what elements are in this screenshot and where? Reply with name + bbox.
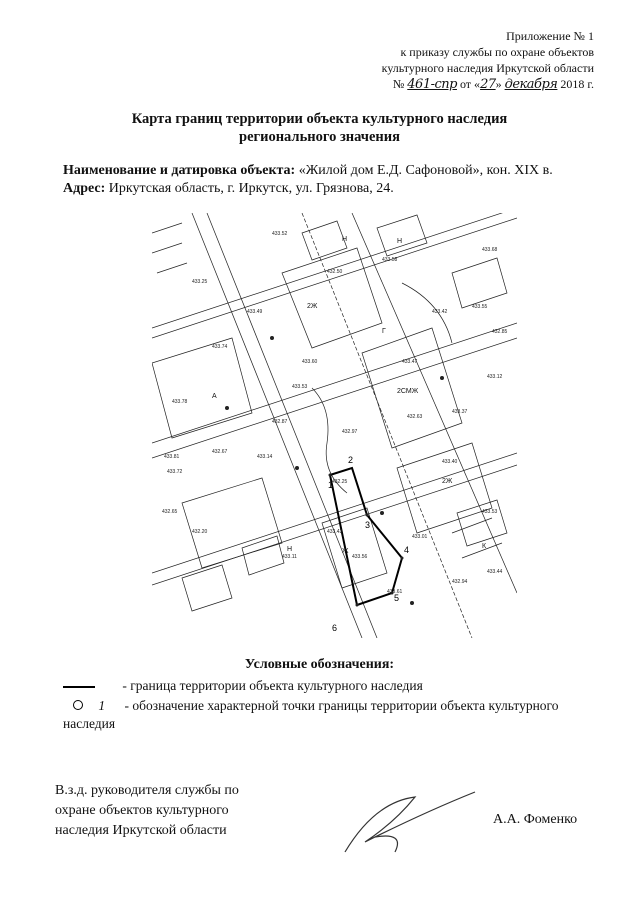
signatory-line-1: В.з.д. руководителя службы по xyxy=(55,783,239,798)
spot-height: 432.94 xyxy=(452,579,468,585)
order-month: декабря xyxy=(504,77,558,92)
boundary-point-number: 6 xyxy=(332,623,338,633)
signatory-name: А.А. Фоменко xyxy=(493,812,578,827)
spot-height: 433.52 xyxy=(272,231,288,237)
spot-height: 432.50 xyxy=(327,269,343,275)
point-circle-icon xyxy=(73,700,83,710)
boundary-point-number: 4 xyxy=(404,545,410,555)
date-prefix: от « xyxy=(459,77,481,91)
legend-item-point xyxy=(63,697,593,733)
spot-height: 433.43 xyxy=(327,529,343,535)
map-label: 2Ж xyxy=(442,478,453,485)
spot-height: 432.87 xyxy=(272,419,288,425)
handwritten-signature xyxy=(335,782,485,862)
appendix-title: Приложение № 1 xyxy=(506,29,594,43)
spot-height: 433.68 xyxy=(482,247,498,253)
map-label: 2СМЖ xyxy=(397,388,419,395)
boundary-point-number: 5 xyxy=(394,593,400,603)
boundary-point-number: 1 xyxy=(328,480,334,490)
order-day: 27 xyxy=(480,77,496,92)
order-number: 461-спр xyxy=(407,77,457,92)
legend-title: Условные обозначения: xyxy=(244,657,395,672)
legend-item-boundary xyxy=(63,678,593,694)
spot-height: 433.44 xyxy=(487,569,503,575)
appendix-number-line xyxy=(382,76,594,93)
object-info xyxy=(63,162,623,198)
spot-height: 432.20 xyxy=(192,529,208,535)
legend-point-text: - обозначение характерной точки границы территории объекта культурного наследия xyxy=(63,698,559,731)
object-name-label: Наименование и датировка объекта: xyxy=(63,163,296,178)
spot-height: 433.49 xyxy=(247,309,263,315)
spot-height: 433.47 xyxy=(402,359,418,365)
object-address-label: Адрес: xyxy=(63,181,106,196)
appendix-header xyxy=(382,28,594,93)
title-line-1: Карта границ территории объекта культурного наследия xyxy=(131,111,508,127)
map-label: Н xyxy=(342,236,348,243)
number-prefix: № xyxy=(392,77,405,91)
boundary-point-number: 2 xyxy=(348,455,354,465)
spot-height: 433.60 xyxy=(302,359,318,365)
spot-height: 433.53 xyxy=(292,384,308,390)
spot-height: 433.01 xyxy=(412,534,428,540)
document-title xyxy=(0,110,639,146)
map-label: Н xyxy=(397,238,403,245)
spot-height: 433.81 xyxy=(164,454,180,460)
map-label: К xyxy=(482,543,487,550)
spot-height: 432.65 xyxy=(162,509,178,515)
spot-height: 433.11 xyxy=(282,554,297,560)
spot-height: 433.53 xyxy=(482,509,498,515)
object-address-row xyxy=(63,180,623,198)
spot-height: 433.40 xyxy=(442,459,458,465)
appendix-authority-line: культурного наследия Иркутской области xyxy=(381,61,594,75)
map-label: А xyxy=(212,393,217,400)
map-label: 2Ж xyxy=(307,303,318,310)
date-mid: » xyxy=(495,77,502,91)
boundary-point-number: 3 xyxy=(365,520,371,530)
boundary-map xyxy=(152,213,517,638)
spot-height: 433.78 xyxy=(172,399,188,405)
spot-height: 433.37 xyxy=(452,409,468,415)
spot-height: 432.63 xyxy=(407,414,423,420)
signatory-line-3: наследия Иркутской области xyxy=(55,823,227,838)
object-address-value: Иркутская область, г. Иркутск, ул. Грязнова, 24. xyxy=(108,181,394,196)
spot-height: 433.58 xyxy=(382,257,398,263)
spot-height: 433.74 xyxy=(212,344,228,350)
title-line-2: регионального значения xyxy=(239,129,400,145)
object-name-row xyxy=(63,162,623,180)
spot-height: 433.72 xyxy=(167,469,183,475)
map-label: Г xyxy=(382,328,386,335)
spot-height: 432.97 xyxy=(342,429,358,435)
spot-height: 433.61 xyxy=(387,589,403,595)
appendix-order-line: к приказу службы по охране объектов xyxy=(400,45,594,59)
object-name-value: «Жилой дом Е.Д. Сафоновой», кон. XIX в. xyxy=(298,163,553,178)
spot-height: 433.25 xyxy=(192,279,208,285)
signatory-title xyxy=(55,781,239,841)
spot-height: 432.25 xyxy=(332,479,348,485)
map-label: Н xyxy=(287,546,293,553)
spot-height: 433.55 xyxy=(472,304,488,310)
map-label: Ж xyxy=(342,548,349,555)
spot-height: 433.14 xyxy=(257,454,273,460)
legend-boundary-text: - граница территории объекта культурного наследия xyxy=(122,678,423,693)
signatory-line-2: охране объектов культурного xyxy=(55,803,229,818)
spot-height: 433.56 xyxy=(352,554,368,560)
boundary-line-symbol xyxy=(63,686,95,688)
spot-height: 432.85 xyxy=(492,329,508,335)
spot-height: 433.12 xyxy=(487,374,503,380)
order-year: 2018 г. xyxy=(560,77,594,91)
point-number-symbol: 1 xyxy=(98,698,106,713)
spot-height: 433.42 xyxy=(432,309,448,315)
spot-height: 432.67 xyxy=(212,449,228,455)
